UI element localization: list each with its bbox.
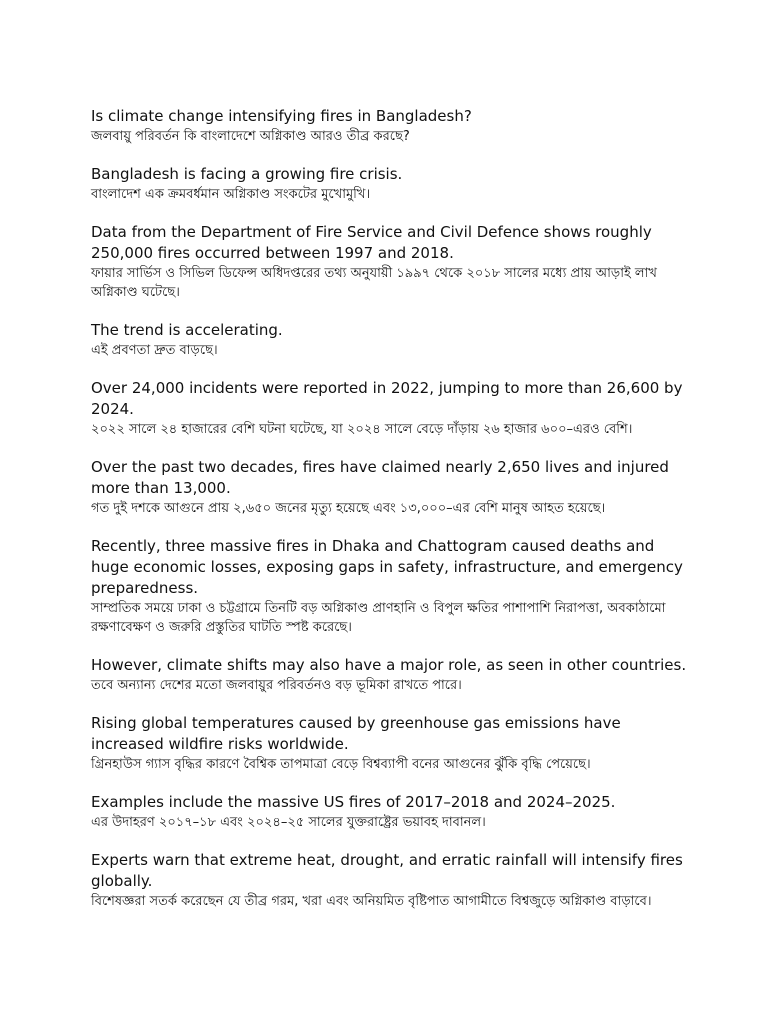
paragraph-question <box>91 106 691 146</box>
bengali-text: বাংলাদেশ এক ক্রমবর্ধমান অগ্নিকাণ্ড সংকটের মুখোমুখি। <box>91 187 371 202</box>
paragraph-trend <box>91 320 691 360</box>
paragraph-fire-crisis <box>91 164 691 204</box>
bengali-text: গত দুই দশকে আগুনে প্রায় ২,৬৫০ জনের মৃত্যু হয়েছে এবং ১৩,০০০–এর বেশি মানুষ আহত হয়েছে। <box>91 501 606 516</box>
paragraph-examples <box>91 792 691 832</box>
bengali-text: ফায়ার সার্ভিস ও সিভিল ডিফেন্স অধিদপ্তরের তথ্য অনুযায়ী ১৯৯৭ থেকে ২০১৮ সালের মধ্যে প্রায় আড়াই লাখ অগ্নিকাণ্ড ঘটেছে। <box>91 266 657 300</box>
paragraph-experts-warning <box>91 850 691 911</box>
english-text: Rising global temperatures caused by greenhouse gas emissions have increased wildfire risks worldwide. <box>91 714 621 753</box>
english-text: Experts warn that extreme heat, drought, and erratic rainfall will intensify fires globally. <box>91 851 683 890</box>
bengali-text: এর উদাহরণ ২০১৭–১৮ এবং ২০২৪–২৫ সালের যুক্তরাষ্ট্রের ভয়াবহ দাবানল। <box>91 815 486 830</box>
bengali-text: গ্রিনহাউস গ্যাস বৃদ্ধির কারণে বৈশ্বিক তাপমাত্রা বেড়ে বিশ্বব্যাপী বনের আগুনের ঝুঁকি বৃদ্ধি পেয়েছে। <box>91 757 591 772</box>
english-text: Bangladesh is facing a growing fire crisis. <box>91 165 403 183</box>
bengali-text: জলবায়ু পরিবর্তন কি বাংলাদেশে অগ্নিকাণ্ড আরও তীব্র করছে? <box>91 129 410 144</box>
paragraph-casualties <box>91 457 691 518</box>
english-text: Is climate change intensifying fires in Bangladesh? <box>91 107 472 125</box>
bengali-text: এই প্রবণতা দ্রুত বাড়ছে। <box>91 343 218 358</box>
bengali-text: তবে অন্যান্য দেশের মতো জলবায়ুর পরিবর্তনও বড় ভূমিকা রাখতে পারে। <box>91 678 462 693</box>
paragraph-climate-shifts <box>91 655 691 695</box>
english-text: Over 24,000 incidents were reported in 2022, jumping to more than 26,600 by 2024. <box>91 379 683 418</box>
english-text: Data from the Department of Fire Service and Civil Defence shows roughly 250,000 fires occurred between 1997 and 2018. <box>91 223 652 262</box>
english-text: Examples include the massive US fires of 2017–2018 and 2024–2025. <box>91 793 616 811</box>
paragraph-global-temperatures <box>91 713 691 774</box>
english-text: Over the past two decades, fires have claimed nearly 2,650 lives and injured more than 13,000. <box>91 458 669 497</box>
paragraph-fire-data <box>91 222 691 302</box>
bengali-text: বিশেষজ্ঞরা সতর্ক করেছেন যে তীব্র গরম, খরা এবং অনিয়মিত বৃষ্টিপাত আগামীতে বিশ্বজুড়ে অগ্নিকাণ্ড বাড়াবে। <box>91 894 652 909</box>
paragraph-recent-fires <box>91 536 691 637</box>
paragraph-incidents <box>91 378 691 439</box>
bengali-text: সাম্প্রতিক সময়ে ঢাকা ও চট্টগ্রামে তিনটি বড় অগ্নিকাণ্ড প্রাণহানি ও বিপুল ক্ষতির পাশাপাশি নিরাপত্তা, অবকাঠামো রক্ষণাবেক্ষণ ও জরুরি প্রস্তুতির ঘাটতি স্পষ্ট করেছে। <box>91 601 666 635</box>
english-text: The trend is accelerating. <box>91 321 283 339</box>
bengali-text: ২০২২ সালে ২৪ হাজারের বেশি ঘটনা ঘটেছে, যা ২০২৪ সালে বেড়ে দাঁড়ায় ২৬ হাজার ৬০০–এরও বেশি। <box>91 422 633 437</box>
document-body <box>91 106 691 929</box>
english-text: Recently, three massive fires in Dhaka and Chattogram caused deaths and huge economic losses, exposing gaps in safety, infrastructure, and emergency preparedness. <box>91 537 683 597</box>
english-text: However, climate shifts may also have a major role, as seen in other countries. <box>91 656 687 674</box>
